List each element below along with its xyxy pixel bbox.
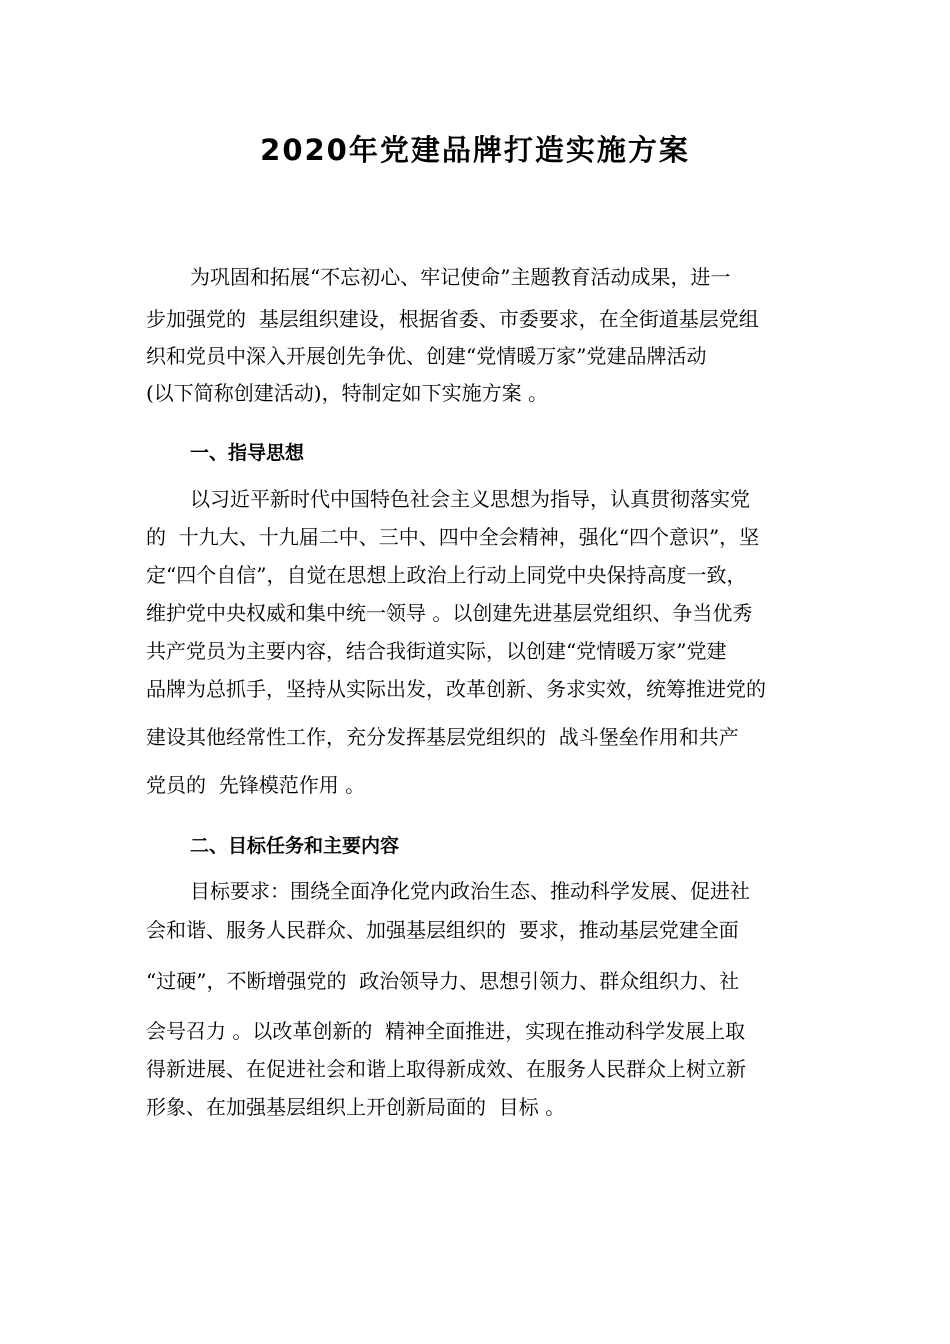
body-line: 党员的 先锋模范作用 。 (146, 773, 366, 797)
body-line: 形象、在加强基层组织上开创新局面的 目标 。 (146, 1095, 566, 1119)
body-line: 目标要求：围绕全面净化党内政治生态、推动科学发展、促进社 (190, 879, 750, 903)
document-title: 2020年党建品牌打造实施方案 (260, 133, 690, 167)
body-line: 品牌为总抓手，坚持从实际出发，改革创新、务求实效，统筹推进党的 (146, 677, 766, 701)
body-line: 维护党中央权威和集中统一领导 。以创建先进基层党组织、争当优秀 (146, 601, 753, 625)
body-line: 共产党员为主要内容，结合我街道实际，以创建“党情暖万家”党建 (146, 639, 727, 663)
body-line: 定“四个自信”，自觉在思想上政治上行动上同党中央保持高度一致， (146, 563, 747, 587)
intro-line: 织和党员中深入开展创先争优、创建“党情暖万家”党建品牌活动 (146, 344, 707, 368)
intro-line: 为巩固和拓展“不忘初心、牢记使命”主题教育活动成果，进一 (190, 265, 731, 289)
body-line: “过硬”，不断增强党的 政治领导力、思想引领力、群众组织力、社 (146, 969, 740, 993)
section-heading: 一、指导思想 (190, 442, 305, 464)
intro-line: (以下简称创建活动)，特制定如下实施方案 。 (146, 381, 548, 405)
section-heading: 二、目标任务和主要内容 (190, 835, 400, 857)
body-line: 得新进展、在促进社会和谐上取得新成效、在服务人民群众上树立新 (146, 1057, 746, 1081)
intro-line: 步加强党的 基层组织建设，根据省委、市委要求，在全街道基层党组 (146, 307, 759, 331)
body-line: 的 十九大、十九届二中、三中、四中全会精神，强化“四个意识”，坚 (146, 525, 760, 549)
body-line: 以习近平新时代中国特色社会主义思想为指导，认真贯彻落实党 (190, 487, 750, 511)
body-line: 建设其他经常性工作，充分发挥基层党组织的 战斗堡垒作用和共产 (146, 725, 739, 749)
body-line: 会和谐、服务人民群众、加强基层组织的 要求，推动基层党建全面 (146, 918, 739, 942)
body-line: 会号召力 。以改革创新的 精神全面推进，实现在推动科学发展上取 (146, 1019, 746, 1043)
